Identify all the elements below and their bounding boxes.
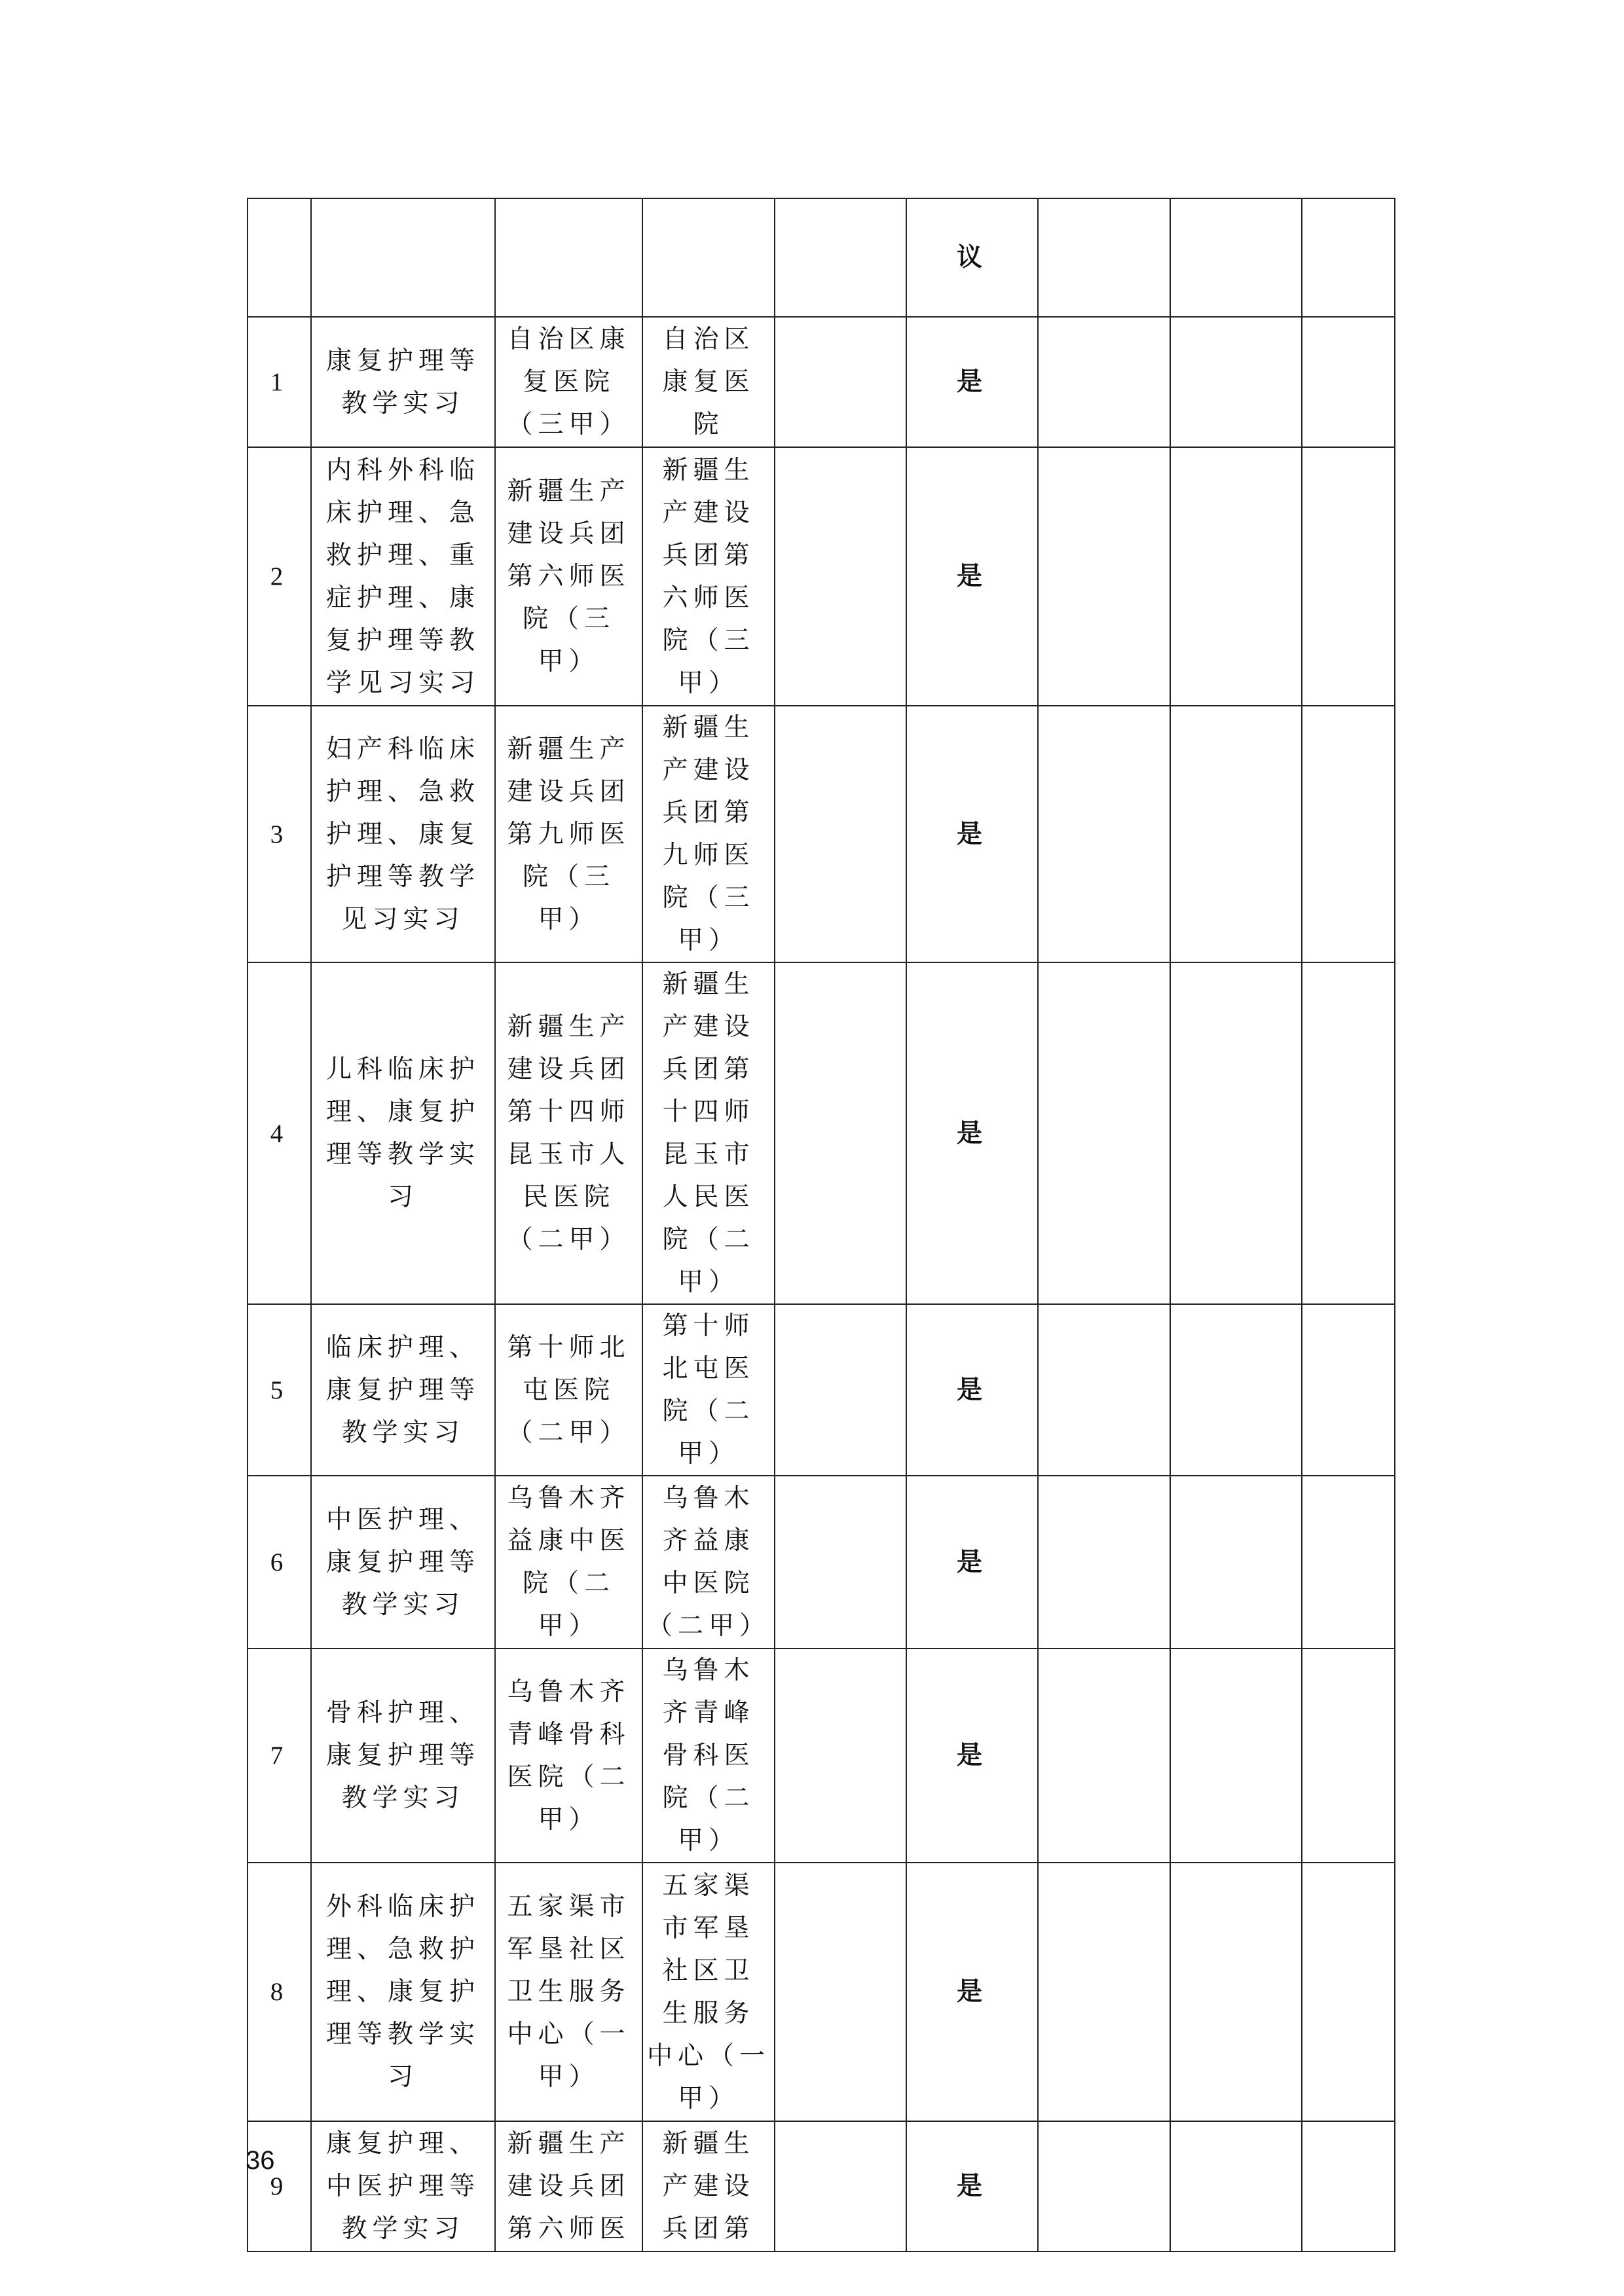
cell-empty (1302, 1863, 1395, 2121)
cell-empty (1038, 447, 1170, 706)
cell-empty (1170, 706, 1302, 962)
cell-empty (775, 1863, 906, 2121)
cell-name: 新疆生 产建设 兵团第 十四师 昆玉市 人民医 院（二甲） (642, 962, 775, 1304)
cell-content: 外科临床护 理、急救护 理、康复护 理等教学实 习 (311, 1863, 495, 2121)
cell-empty (775, 1476, 906, 1649)
cell-unit (495, 198, 642, 317)
cell-result: 是 (906, 1649, 1038, 1863)
cell-unit: 新疆生产 建设兵团 第六师医 (495, 2121, 642, 2251)
cell-name: 新疆生 产建设 兵团第 (642, 2121, 775, 2251)
cell-empty (1302, 706, 1395, 962)
cell-unit: 新疆生产 建设兵团 第六师医 院（三甲） (495, 447, 642, 706)
cell-no: 4 (248, 962, 311, 1304)
cell-empty (1302, 2121, 1395, 2251)
cell-result: 是 (906, 962, 1038, 1304)
cell-content (311, 198, 495, 317)
cell-empty (775, 706, 906, 962)
cell-unit: 五家渠市 军垦社区 卫生服务 中心（一 甲） (495, 1863, 642, 2121)
cell-empty (1302, 962, 1395, 1304)
cell-name: 五家渠 市军垦 社区卫 生服务 中心（一 甲） (642, 1863, 775, 2121)
cell-name: 新疆生 产建设 兵团第 六师医 院（三甲） (642, 447, 775, 706)
cell-empty (1302, 198, 1395, 317)
cell-content: 临床护理、 康复护理等 教学实习 (311, 1304, 495, 1476)
cell-empty (775, 962, 906, 1304)
cell-content: 妇产科临床 护理、急救 护理、康复 护理等教学 见习实习 (311, 706, 495, 962)
cell-content: 骨科护理、 康复护理等 教学实习 (311, 1649, 495, 1863)
cell-result: 是 (906, 1476, 1038, 1649)
table-row (248, 198, 1395, 317)
table-row (248, 1863, 1395, 2121)
cell-empty (1038, 1863, 1170, 2121)
cell-empty (1038, 1476, 1170, 1649)
cell-empty (1170, 1649, 1302, 1863)
table-row (248, 2121, 1395, 2251)
cell-empty (775, 1304, 906, 1476)
cell-no: 9 (248, 2121, 311, 2251)
cell-empty (1302, 1649, 1395, 1863)
cell-empty (1302, 447, 1395, 706)
cell-unit: 第十师北 屯医院 （二甲） (495, 1304, 642, 1476)
cell-empty (1170, 962, 1302, 1304)
cell-empty (1038, 706, 1170, 962)
cell-empty (775, 317, 906, 447)
cell-result: 是 (906, 2121, 1038, 2251)
cell-empty (1038, 198, 1170, 317)
table-row (248, 317, 1395, 447)
cell-name: 乌鲁木 齐青峰 骨科医 院（二甲） (642, 1649, 775, 1863)
cell-empty (1302, 1304, 1395, 1476)
cell-unit: 新疆生产 建设兵团 第九师医 院（三甲） (495, 706, 642, 962)
cell-name (642, 198, 775, 317)
cell-content: 中医护理、 康复护理等 教学实习 (311, 1476, 495, 1649)
practice-base-table (247, 198, 1395, 2252)
cell-unit: 自治区康 复医院 （三甲） (495, 317, 642, 447)
cell-empty (775, 447, 906, 706)
cell-empty (775, 198, 906, 317)
table-row (248, 962, 1395, 1304)
cell-no: 6 (248, 1476, 311, 1649)
cell-empty (1038, 2121, 1170, 2251)
table-row (248, 1476, 1395, 1649)
cell-unit: 乌鲁木齐 益康中医 院（二甲） (495, 1476, 642, 1649)
cell-empty (775, 1649, 906, 1863)
cell-empty (1302, 317, 1395, 447)
cell-empty (1170, 1863, 1302, 2121)
cell-no: 3 (248, 706, 311, 962)
cell-empty (1302, 1476, 1395, 1649)
cell-no: 5 (248, 1304, 311, 1476)
page-number: 36 (246, 2146, 275, 2175)
cell-unit: 新疆生产 建设兵团 第十四师 昆玉市人 民医院 （二甲） (495, 962, 642, 1304)
cell-empty (1038, 1649, 1170, 1863)
cell-content: 内科外科临 床护理、急 救护理、重 症护理、康 复护理等教 学见习实习 (311, 447, 495, 706)
cell-result: 议 (906, 198, 1038, 317)
table-row (248, 706, 1395, 962)
cell-unit: 乌鲁木齐 青峰骨科 医院（二 甲） (495, 1649, 642, 1863)
cell-result: 是 (906, 1304, 1038, 1476)
cell-name: 自治区 康复医 院 (642, 317, 775, 447)
cell-name: 新疆生 产建设 兵团第 九师医 院（三甲） (642, 706, 775, 962)
cell-empty (1038, 1304, 1170, 1476)
cell-no (248, 198, 311, 317)
cell-content: 康复护理等 教学实习 (311, 317, 495, 447)
cell-result: 是 (906, 1863, 1038, 2121)
cell-no: 7 (248, 1649, 311, 1863)
table-row (248, 1304, 1395, 1476)
cell-no: 1 (248, 317, 311, 447)
cell-empty (1170, 1476, 1302, 1649)
cell-name: 第十师 北屯医 院（二甲） (642, 1304, 775, 1476)
cell-empty (1038, 962, 1170, 1304)
cell-content: 康复护理、 中医护理等 教学实习 (311, 2121, 495, 2251)
cell-empty (775, 2121, 906, 2251)
cell-empty (1170, 198, 1302, 317)
cell-empty (1170, 447, 1302, 706)
cell-empty (1170, 317, 1302, 447)
cell-empty (1170, 2121, 1302, 2251)
table-row (248, 447, 1395, 706)
cell-result: 是 (906, 447, 1038, 706)
cell-name: 乌鲁木 齐益康 中医院 （二甲） (642, 1476, 775, 1649)
cell-result: 是 (906, 706, 1038, 962)
cell-result: 是 (906, 317, 1038, 447)
cell-empty (1038, 317, 1170, 447)
cell-no: 8 (248, 1863, 311, 2121)
cell-no: 2 (248, 447, 311, 706)
cell-empty (1170, 1304, 1302, 1476)
cell-content: 儿科临床护 理、康复护 理等教学实 习 (311, 962, 495, 1304)
table-row (248, 1649, 1395, 1863)
